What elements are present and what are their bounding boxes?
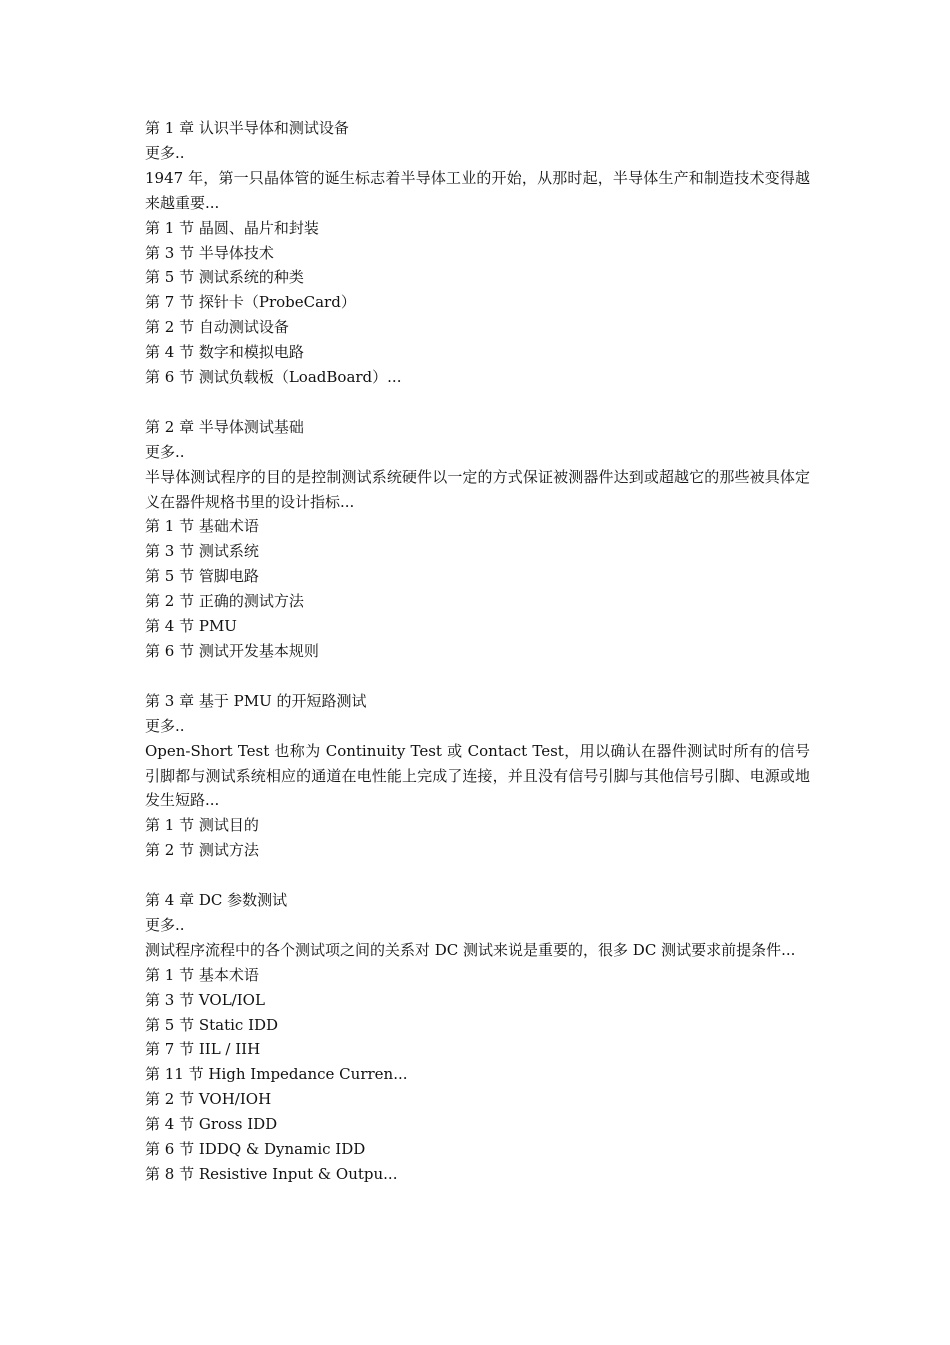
section-item[interactable]: 第 2 节 自动测试设备 [145, 318, 289, 337]
more-link[interactable]: 更多.. [145, 143, 185, 162]
chapter-title: 第 4 章 DC 参数测试 [145, 891, 288, 910]
section-item[interactable]: 第 4 节 PMU [145, 617, 237, 636]
chapter-4 [145, 888, 810, 1187]
section-item[interactable]: 第 1 节 基本术语 [145, 965, 259, 984]
section-item[interactable]: 第 11 节 High Impedance Curren... [145, 1065, 408, 1084]
more-link[interactable]: 更多.. [145, 442, 185, 461]
chapter-3 [145, 689, 810, 863]
chapter-1 [145, 116, 810, 390]
section-item[interactable]: 第 5 节 Static IDD [145, 1015, 279, 1034]
section-item[interactable]: 第 1 节 测试目的 [145, 816, 259, 835]
section-item[interactable]: 第 6 节 IDDQ & Dynamic IDD [145, 1140, 366, 1159]
section-item[interactable]: 第 3 节 半导体技术 [145, 243, 274, 262]
chapter-title: 第 3 章 基于 PMU 的开短路测试 [145, 691, 367, 710]
chapter-title: 第 2 章 半导体测试基础 [145, 417, 304, 436]
more-link[interactable]: 更多.. [145, 716, 185, 735]
section-item[interactable]: 第 6 节 测试负载板（LoadBoard）... [145, 368, 402, 387]
section-item[interactable]: 第 8 节 Resistive Input & Outpu... [145, 1165, 398, 1184]
chapter-2 [145, 415, 810, 664]
chapter-summary: Open-Short Test 也称为 Continuity Test 或 Contact Test，用以确认在器件测试时所有的信号引脚都与测试系统相应的通道在电性能上完成了连接，并且没有信号引脚与其他信号引脚、电源或地发生短路... [145, 741, 810, 810]
section-item[interactable]: 第 1 节 基础术语 [145, 517, 259, 536]
section-item[interactable]: 第 5 节 管脚电路 [145, 567, 259, 586]
section-item[interactable]: 第 2 节 VOH/IOH [145, 1090, 272, 1109]
section-item[interactable]: 第 2 节 正确的测试方法 [145, 592, 304, 611]
section-item[interactable]: 第 2 节 测试方法 [145, 841, 259, 860]
section-item[interactable]: 第 1 节 晶圆、晶片和封装 [145, 218, 319, 237]
section-item[interactable]: 第 4 节 数字和模拟电路 [145, 343, 304, 362]
section-item[interactable]: 第 7 节 探针卡（ProbeCard） [145, 293, 356, 312]
section-item[interactable]: 第 7 节 IIL / IIH [145, 1040, 261, 1059]
section-item[interactable]: 第 5 节 测试系统的种类 [145, 268, 304, 287]
section-item[interactable]: 第 6 节 测试开发基本规则 [145, 642, 319, 661]
section-item[interactable]: 第 3 节 测试系统 [145, 542, 259, 561]
chapter-summary: 1947 年，第一只晶体管的诞生标志着半导体工业的开始，从那时起，半导体生产和制造技术变得越来越重要... [145, 168, 810, 212]
section-item[interactable]: 第 4 节 Gross IDD [145, 1115, 278, 1134]
more-link[interactable]: 更多.. [145, 915, 185, 934]
chapter-summary: 半导体测试程序的目的是控制测试系统硬件以一定的方式保证被测器件达到或超越它的那些被具体定义在器件规格书里的设计指标... [145, 467, 810, 511]
section-item[interactable]: 第 3 节 VOL/IOL [145, 990, 265, 1009]
chapter-summary: 测试程序流程中的各个测试项之间的关系对 DC 测试来说是重要的，很多 DC 测试要求前提条件... [145, 940, 796, 959]
chapter-title: 第 1 章 认识半导体和测试设备 [145, 119, 349, 137]
document-body [145, 116, 810, 1212]
